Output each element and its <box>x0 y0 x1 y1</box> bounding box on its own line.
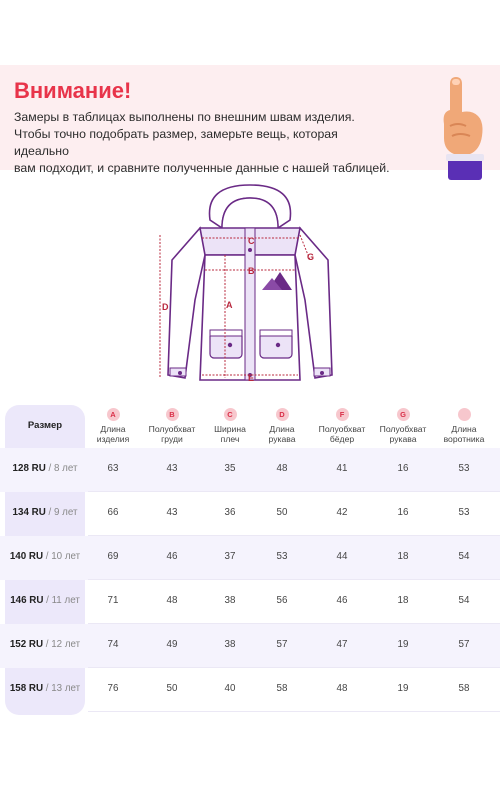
measurement-cell: 16 <box>397 463 409 474</box>
size-cell <box>5 507 85 518</box>
column-label: воротника <box>443 434 485 444</box>
measurement-cell: 58 <box>276 683 288 694</box>
measurement-cell: 42 <box>336 507 348 518</box>
notice-line: Чтобы точно подобрать размер, замерьте вещь, которая идеально <box>14 127 338 158</box>
diagram-label-d: D <box>162 302 169 312</box>
column-badge: G <box>397 408 410 421</box>
size-cell <box>5 595 85 606</box>
age-value: / 10 лет <box>45 551 81 562</box>
column-label: изделия <box>96 434 130 444</box>
diagram-label-e: E <box>248 373 255 383</box>
measurement-cell: 63 <box>107 463 119 474</box>
measurement-cell: 57 <box>458 639 470 650</box>
size-cell <box>5 463 85 474</box>
column-header <box>142 408 202 444</box>
jacket-measurement-diagram <box>150 180 350 390</box>
size-column-header: Размер <box>27 420 63 431</box>
notice-line: вам подходит, и сравните полученные данные с нашей таблицей. <box>14 161 390 175</box>
measurement-cell: 66 <box>107 507 119 518</box>
table-row <box>0 668 500 712</box>
measurement-cell: 71 <box>107 595 119 606</box>
column-label: груди <box>161 434 183 444</box>
column-label: плеч <box>220 434 240 444</box>
size-value: 158 RU <box>9 683 44 694</box>
size-value: 152 RU <box>9 639 44 650</box>
measurement-cell: 43 <box>166 463 178 474</box>
column-header <box>373 408 433 444</box>
measurement-cell: 50 <box>166 683 178 694</box>
measurement-cell: 47 <box>336 639 348 650</box>
measurement-cell: 41 <box>336 463 348 474</box>
diagram-label-c: C <box>248 236 255 246</box>
age-value: / 13 лет <box>45 683 81 694</box>
age-value: / 12 лет <box>45 639 81 650</box>
notice-text <box>14 109 394 177</box>
measurement-cell: 54 <box>458 595 470 606</box>
measurement-cell: 35 <box>224 463 236 474</box>
age-value: / 9 лет <box>48 507 78 518</box>
measurement-cell: 16 <box>397 507 409 518</box>
column-badge: C <box>224 408 237 421</box>
measurement-cell: 18 <box>397 595 409 606</box>
table-row <box>0 492 500 536</box>
table-row <box>0 624 500 668</box>
column-header <box>252 408 312 444</box>
column-badge: B <box>166 408 179 421</box>
measurement-cell: 48 <box>166 595 178 606</box>
notice-line: Замеры в таблицах выполнены по внешним швам изделия. <box>14 110 355 124</box>
table-row <box>0 448 500 492</box>
age-value: / 11 лет <box>46 595 80 606</box>
row-divider <box>88 711 500 712</box>
measurement-cell: 74 <box>107 639 119 650</box>
measurement-cell: 46 <box>166 551 178 562</box>
measurement-cell: 40 <box>224 683 236 694</box>
column-header <box>83 408 143 444</box>
column-badge: F <box>336 408 349 421</box>
column-badge: D <box>276 408 289 421</box>
measurement-cell: 44 <box>336 551 348 562</box>
measurement-cell: 76 <box>107 683 119 694</box>
measurement-cell: 48 <box>336 683 348 694</box>
measurement-cell: 43 <box>166 507 178 518</box>
pointing-hand-icon <box>420 74 490 184</box>
measurement-cell: 53 <box>458 463 470 474</box>
measurement-cell: 38 <box>224 639 236 650</box>
column-label: рукава <box>389 434 417 444</box>
measurement-cell: 37 <box>224 551 236 562</box>
column-label: рукава <box>268 434 296 444</box>
measurement-cell: 46 <box>336 595 348 606</box>
column-header <box>200 408 260 444</box>
table-row <box>0 536 500 580</box>
size-value: 128 RU <box>12 463 46 474</box>
table-row <box>0 580 500 624</box>
diagram-label-b: B <box>248 266 255 276</box>
measurement-cell: 56 <box>276 595 288 606</box>
size-cell <box>5 683 85 694</box>
measurement-cell: 53 <box>458 507 470 518</box>
column-label: Полуобхват <box>318 424 366 434</box>
column-header <box>434 408 494 444</box>
measurement-cell: 48 <box>276 463 288 474</box>
measurement-cell: 57 <box>276 639 288 650</box>
diagram-label-a: A <box>226 300 233 310</box>
measurement-cell: 58 <box>458 683 470 694</box>
column-badge: A <box>107 408 120 421</box>
size-value: 146 RU <box>10 595 44 606</box>
measurement-cell: 54 <box>458 551 470 562</box>
column-label: Длина <box>451 424 477 434</box>
measurement-cell: 36 <box>224 507 236 518</box>
measurement-cell: 69 <box>107 551 119 562</box>
age-value: / 8 лет <box>48 463 78 474</box>
column-label: Ширина <box>214 424 246 434</box>
column-label: бёдер <box>329 434 355 444</box>
column-label: Полуобхват <box>379 424 427 434</box>
measurement-cell: 53 <box>276 551 288 562</box>
measurement-cell: 19 <box>397 683 409 694</box>
measurement-cell: 18 <box>397 551 409 562</box>
diagram-label-g: G <box>307 252 315 262</box>
notice-title: Внимание! <box>14 78 132 103</box>
size-cell <box>5 639 85 650</box>
measurement-cell: 38 <box>224 595 236 606</box>
measurement-cell: 19 <box>397 639 409 650</box>
column-label: Длина <box>269 424 295 434</box>
size-cell <box>5 551 85 562</box>
size-value: 134 RU <box>12 507 46 518</box>
size-value: 140 RU <box>9 551 44 562</box>
column-header <box>312 408 372 444</box>
column-badge <box>458 408 471 421</box>
measurement-cell: 49 <box>166 639 178 650</box>
measurement-cell: 50 <box>276 507 288 518</box>
column-label: Длина <box>100 424 126 434</box>
column-label: Полуобхват <box>148 424 196 434</box>
